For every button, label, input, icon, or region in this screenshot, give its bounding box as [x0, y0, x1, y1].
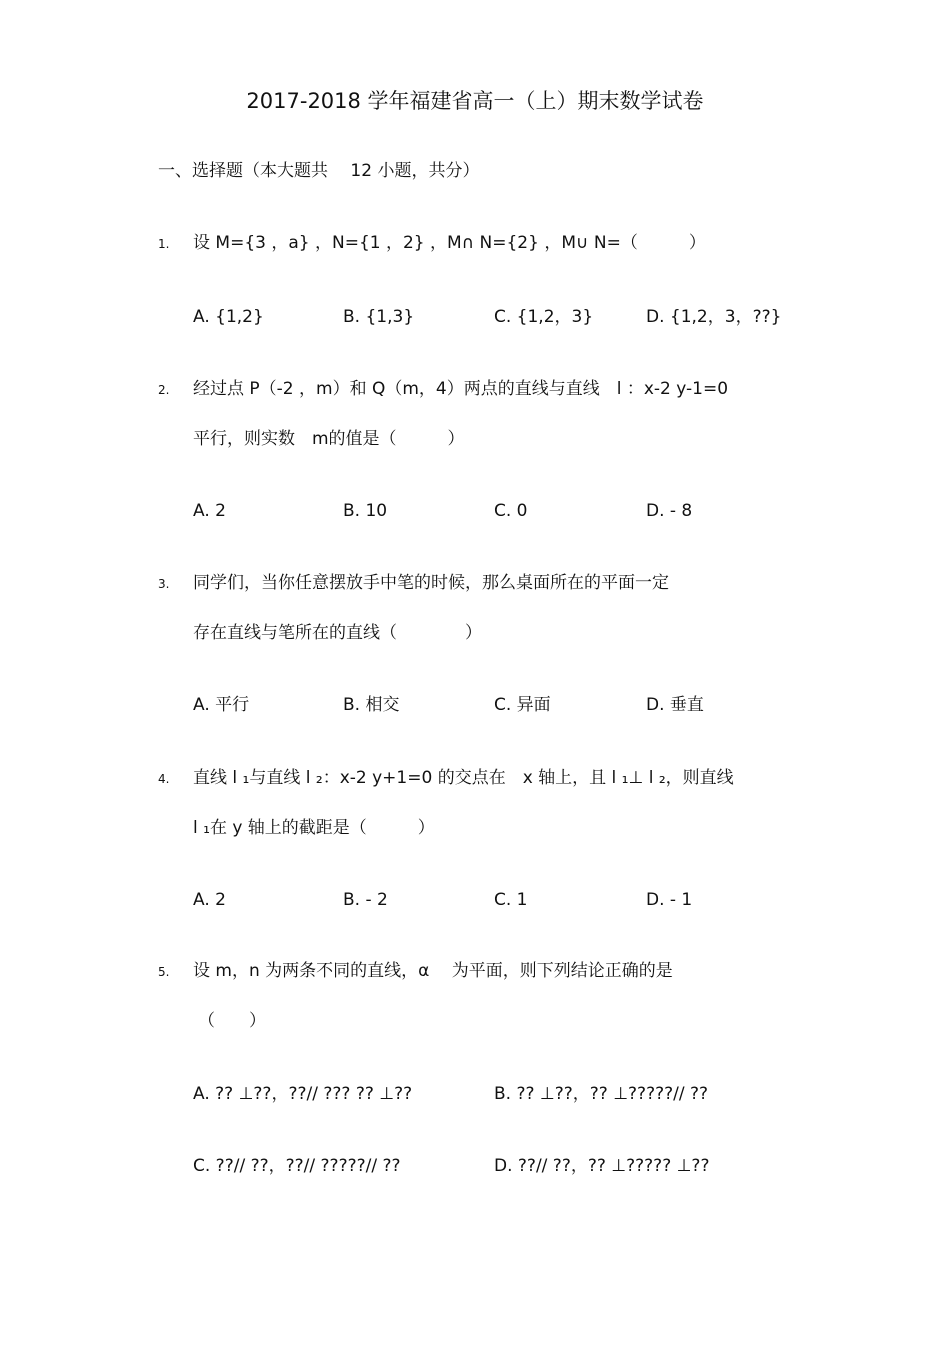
question-number: 4.: [158, 772, 170, 786]
question-text: 存在直线与笔所在的直线（ ）: [193, 623, 482, 643]
question-text: 平行，则实数 m的值是（ ）: [193, 429, 465, 449]
question-text: 直线 l ₁与直线 l ₂：x-2 y+1=0 的交点在 x 轴上，且 l ₁⊥ l ₂，则直线: [193, 768, 734, 788]
question-number: 1.: [158, 237, 170, 251]
question-text: 经过点 P（-2 ，m）和 Q（m，4）两点的直线与直线 l ：x-2 y-1=0: [193, 379, 729, 399]
option-c: C. 1: [494, 890, 528, 910]
option-a: A. 2: [193, 501, 226, 521]
option-c: C. 0: [494, 501, 528, 521]
option-a: A. 平行: [193, 695, 250, 715]
option-a: A. 2: [193, 890, 226, 910]
option-b: B. ?? ⊥??，?? ⊥?????// ??: [494, 1084, 709, 1104]
section-heading: 一、选择题（本大题共 12 小题，共分）: [158, 161, 480, 181]
question-text: （ ）: [198, 1011, 266, 1031]
option-d: D. 垂直: [646, 695, 704, 715]
question-number: 3.: [158, 577, 170, 591]
option-d: D. ??// ??，?? ⊥????? ⊥??: [494, 1156, 710, 1176]
question-number: 2.: [158, 383, 170, 397]
option-b: B. 相交: [343, 695, 400, 715]
option-c: C. 异面: [494, 695, 551, 715]
option-a: A. {1,2}: [193, 307, 264, 327]
question-number: 5.: [158, 965, 170, 979]
option-d: D. - 8: [646, 501, 693, 521]
question-text: 同学们，当你任意摆放手中笔的时候，那么桌面所在的平面一定: [193, 573, 669, 593]
option-b: B. - 2: [343, 890, 388, 910]
option-b: B. {1,3}: [343, 307, 415, 327]
option-b: B. 10: [343, 501, 388, 521]
option-c: C. {1,2，3}: [494, 307, 594, 327]
option-d: D. - 1: [646, 890, 693, 910]
option-a: A. ?? ⊥??，??// ??? ?? ⊥??: [193, 1084, 413, 1104]
option-c: C. ??// ??，??// ?????// ??: [193, 1156, 401, 1176]
question-text: 设 m，n 为两条不同的直线，α 为平面，则下列结论正确的是: [193, 961, 673, 981]
option-d: D. {1,2，3，??}: [646, 307, 782, 327]
question-text: l ₁在 y 轴上的截距是（ ）: [193, 818, 435, 838]
exam-title: 2017-2018 学年福建省高一（上）期末数学试卷: [246, 89, 704, 113]
question-text: 设 M={3 ，a} ，N={1 ，2} ，M∩ N={2} ，M∪ N=（ ）: [193, 233, 706, 253]
